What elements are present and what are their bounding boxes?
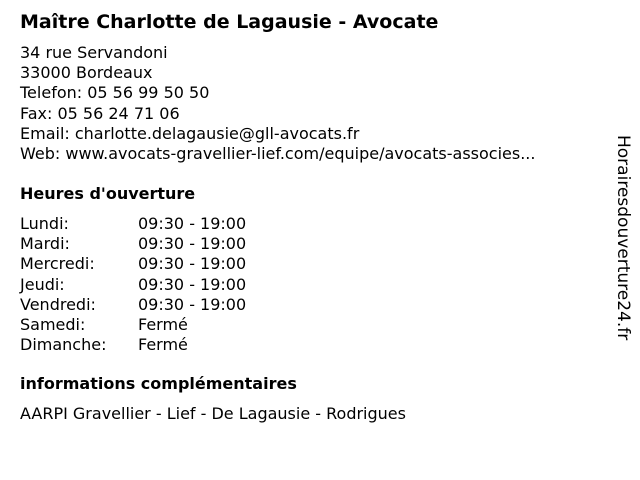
hours-value: Fermé [138, 314, 188, 334]
address-street: 34 rue Servandoni [20, 43, 168, 62]
additional-info-text: AARPI Gravellier - Lief - De Lagausie - Rodrigues [20, 404, 406, 423]
contact-block [20, 43, 535, 164]
hours-value: 09:30 - 19:00 [138, 234, 247, 254]
email-address: Email: charlotte.delagausie@gll-avocats.fr [20, 123, 360, 143]
address-city: 33000 Bordeaux [20, 63, 153, 83]
opening-hours-heading: Heures d'ouverture [20, 184, 196, 203]
hours-value: 09:30 - 19:00 [138, 294, 247, 314]
fax-number: Fax: 05 56 24 71 06 [20, 103, 180, 123]
hours-value: 09:30 - 19:00 [138, 274, 247, 294]
day-label: Jeudi: [20, 274, 65, 294]
additional-info-heading: informations complémentaires [20, 374, 297, 393]
day-label: Samedi: [20, 314, 86, 334]
hours-value: 09:30 - 19:00 [138, 254, 247, 274]
day-label: Dimanche: [20, 335, 107, 355]
day-label: Lundi: [20, 214, 69, 233]
day-label: Mardi: [20, 234, 70, 254]
phone-number: Telefon: 05 56 99 50 50 [20, 83, 210, 103]
day-label: Mercredi: [20, 254, 95, 274]
day-label: Vendredi: [20, 294, 96, 314]
page-title: Maître Charlotte de Lagausie - Avocate [20, 11, 439, 33]
hours-value: Fermé [138, 335, 188, 355]
website-link: Web: www.avocats-gravellier-lief.com/equipe/avocats-associes... [20, 144, 536, 164]
hours-value: 09:30 - 19:00 [138, 214, 247, 233]
site-brand-link[interactable]: Horairesdouverture24.fr [613, 135, 633, 341]
